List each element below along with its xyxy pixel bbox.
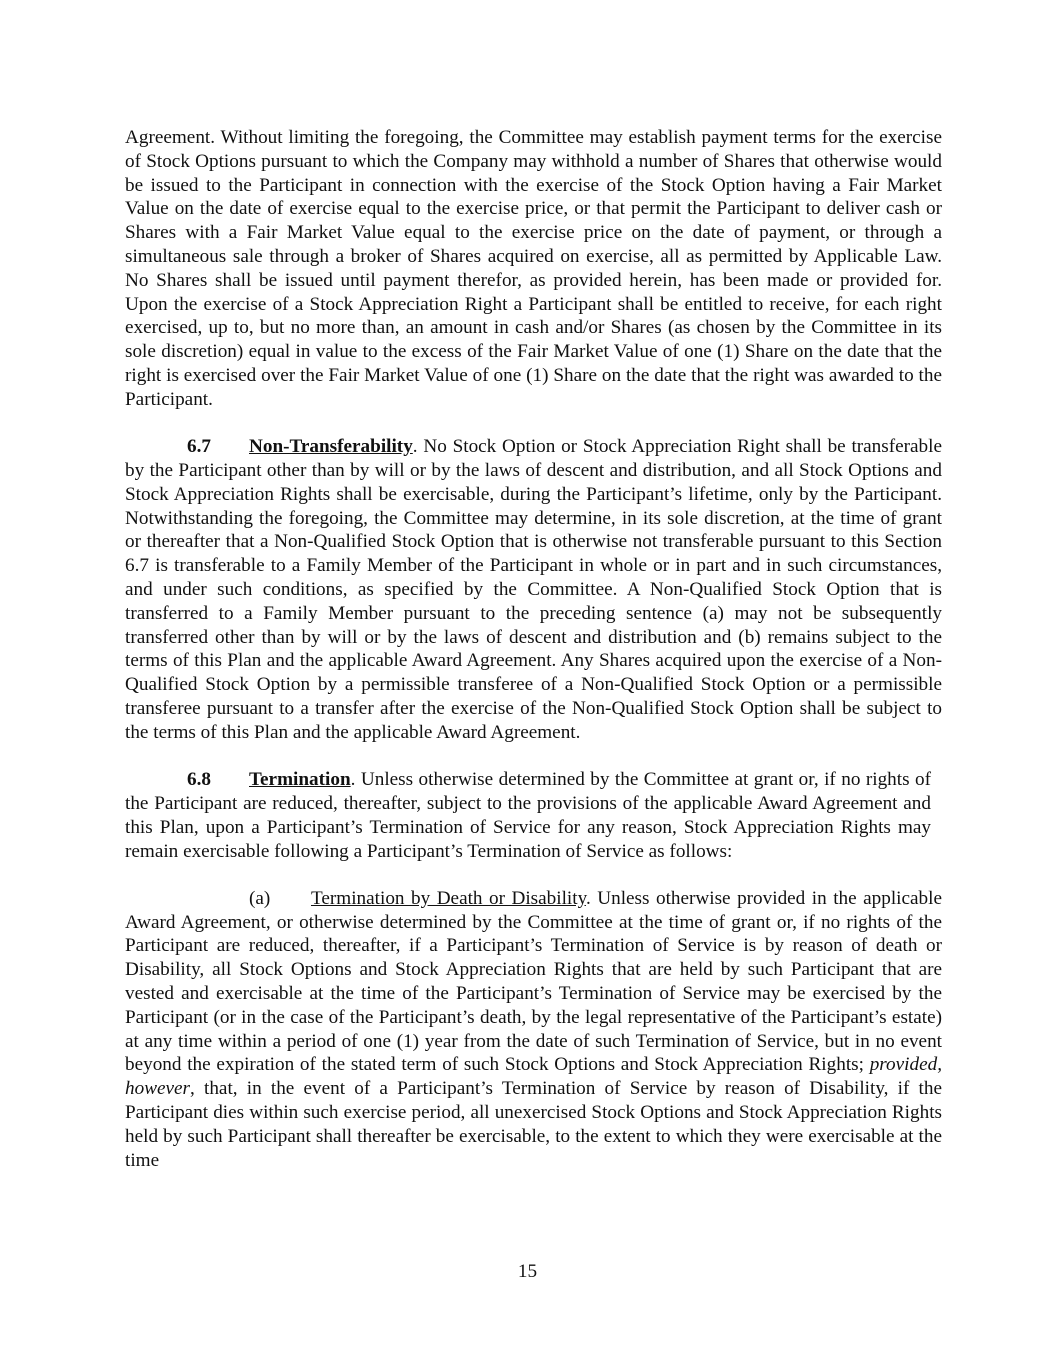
subsection-number: (a) — [249, 887, 271, 909]
section-number: 6.7 — [187, 436, 211, 458]
page-number: 15 — [517, 1261, 538, 1282]
section-body: . Unless otherwise determined by the Committee at grant or, if no rights of the Participant are reduced, thereafter, subject to the provisions of the applicable Award Agreement and this Plan, upon a Participant’s Termination of Service for any reason, Stock Appreciation Rights may remain exercisable following a Participant’s Termination of Service as follows: — [125, 769, 931, 862]
section-6-8 — [125, 768, 931, 863]
paragraph-continuation: Agreement. Without limiting the foregoing, the Committee may establish payment terms for the exercise of Stock Options pursuant to which the Company may withhold a number of Shares that otherwise would be issued to the Participant in connection with the exercise of the Stock Option having a Fair Market Value on the date of exercise equal to the exercise price, or that permit the Participant to deliver cash or Shares with a Fair Market Value equal to the exercise price on the date of payment, or through a simultaneous sale through a broker of Shares acquired on exercise, all as permitted by Applicable Law. No Shares shall be issued until payment therefor, as provided herein, has been made or provided for. Upon the exercise of a Stock Appreciation Right a Participant shall be entitled to receive, for each right exercised, up to, but no more than, an amount in cash and/or Shares (as chosen by the Committee in its sole discretion) equal in value to the excess of the Fair Market Value of one (1) Share on the date that the right is exercised over the Fair Market Value of one (1) Share on the date that the right was awarded to the Participant. — [125, 127, 942, 410]
subsection-body-part-1: . Unless otherwise provided in the applicable Award Agreement, or otherwise determined by the Committee at the time of grant or, if no rights of the Participant are reduced, thereafter, if a Participant’s Termination of Service is by reason of death or Disability, all Stock Options and Stock Appreciation Rights that are held by such Participant that are vested and exercisable at the time of the Participant’s Termination of Service may be exercised by the Participant (or in the case of the Participant’s death, by the legal representative of the Participant’s estate) at any time within a period of one (1) year from the date of such Termination of Service, but in no event beyond the expiration of the stated term of such Stock Options and Stock Appreciation Rights; — [125, 887, 942, 1076]
section-6-7 — [125, 435, 942, 744]
section-body: . No Stock Option or Stock Appreciation Right shall be transferable by the Participant other than by will or by the laws of descent and distribution, and all Stock Options and Stock Appreciation Rights shall be exercisable, during the Participant’s lifetime, only by the Participant. Notwithstanding the foregoing, the Committee may determine, in its sole discretion, at the time of grant or thereafter that a Non-Qualified Stock Option that is otherwise not transferable pursuant to this Section 6.7 is transferable to a Family Member of the Participant in whole or in part and in such circumstances, and under such conditions, as specified by the Committee. A Non-Qualified Stock Option that is transferred to a Family Member pursuant to the preceding sentence (a) may not be subsequently transferred other than by will or by the laws of descent and distribution and (b) remains subject to the terms of this Plan and the applicable Award Agreement. Any Shares acquired upon the exercise of a Non-Qualified Stock Option by a permissible transferee of a Non-Qualified Stock Option or a permissible transferee pursuant to a transfer after the exercise of the Non-Qualified Stock Option shall be subject to the terms of this Plan and the applicable Award Agreement. — [125, 436, 942, 743]
subsection-italic-phrase: provided, however — [125, 1054, 942, 1100]
section-title: Non-Transferability — [249, 436, 413, 458]
subsection-body-part-2: , that, in the event of a Participant’s Termination of Service by reason of Disability, if the Participant dies within such exercise period, all unexercised Stock Options and Stock Appreciation Rights held by such Participant shall thereafter be exercisable, to the extent to which they were exercisable at the time — [125, 1078, 942, 1171]
section-title: Termination — [249, 769, 351, 791]
document-page — [125, 126, 942, 1172]
subsection-title: Termination by Death or Disability — [311, 887, 586, 909]
section-number: 6.8 — [187, 769, 211, 791]
subsection-a — [125, 887, 942, 1173]
